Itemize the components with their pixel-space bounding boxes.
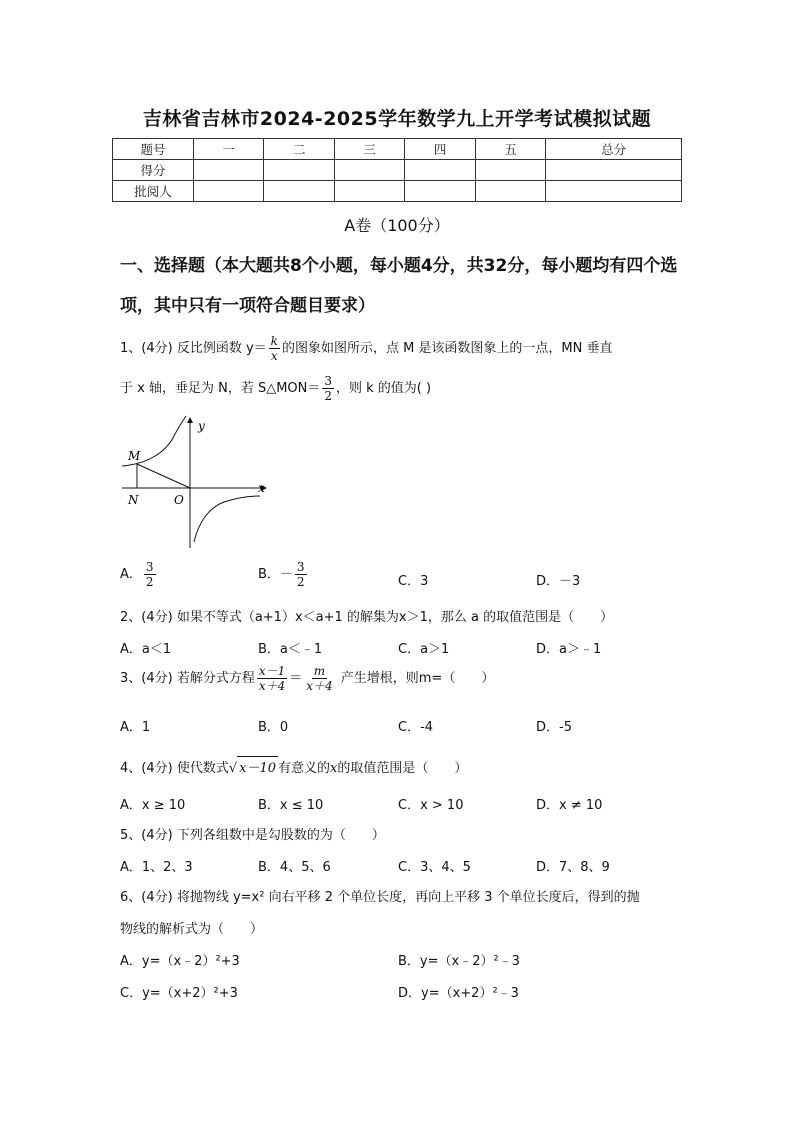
q6-option-d[interactable]: D．y=（x+2）²﹣3 bbox=[398, 986, 519, 1001]
option-label: B．－ bbox=[258, 567, 293, 582]
q1-text-b: 的图象如图所示，点 M 是该函数图象上的一点，MN 垂直 bbox=[281, 341, 613, 356]
score-row-label: 批阅人 bbox=[113, 181, 194, 202]
score-header-cell: 二 bbox=[264, 139, 334, 160]
question-1-line-1 bbox=[120, 334, 613, 363]
question-6-line-1: 6、(4分) 将抛物线 y=x² 向右平移 2 个单位长度，再向上平移 3 个单位长度后，得到的抛 bbox=[120, 890, 640, 905]
q3-option-b[interactable]: B．0 bbox=[258, 720, 289, 735]
hyperbola-branch-right bbox=[194, 496, 260, 542]
q1-text-c: 于 x 轴，垂足为 N，若 S△MON＝ bbox=[120, 381, 321, 396]
q1-option-b[interactable] bbox=[258, 560, 309, 589]
q1-text-a: 1、(4分) 反比例函数 y＝ bbox=[120, 341, 267, 356]
q4-text-a: 4、(4分) 使代数式 bbox=[120, 761, 229, 776]
q4-option-d[interactable]: D．x ≠ 10 bbox=[536, 798, 603, 813]
section-heading: 一、选择题（本大题共8个小题，每小题4分，共32分，每小题均有四个选项，其中只有一项符合题目要求） bbox=[120, 256, 678, 316]
q2-option-d[interactable]: D．a＞﹣1 bbox=[536, 642, 602, 657]
q2-option-b[interactable]: B．a＜﹣1 bbox=[258, 642, 323, 657]
segment-mo bbox=[137, 464, 190, 488]
q6-option-b[interactable]: B．y=（x﹣2）²﹣3 bbox=[398, 954, 520, 969]
score-header-cell: 一 bbox=[194, 139, 264, 160]
q1-fraction bbox=[269, 334, 280, 363]
score-cell bbox=[334, 181, 404, 202]
q2-option-c[interactable]: C．a＞1 bbox=[398, 642, 450, 657]
q4-text-c: 的取值范围是（ ） bbox=[337, 761, 468, 776]
q4-option-b[interactable]: B．x ≤ 10 bbox=[258, 798, 324, 813]
frac-den: 2 bbox=[145, 575, 154, 589]
q4-text-b: 有意义的 bbox=[278, 761, 331, 776]
q5-option-a[interactable]: A．1、2、3 bbox=[120, 860, 193, 875]
q1-frac2-den: 2 bbox=[324, 389, 333, 403]
q3-fraction-2 bbox=[304, 664, 334, 693]
frac-den: 2 bbox=[296, 575, 305, 589]
sqrt-sign: √ bbox=[228, 761, 238, 776]
page-title: 吉林省吉林市2024-2025学年数学九上开学考试模拟试题 bbox=[142, 108, 652, 130]
score-table-row bbox=[113, 181, 682, 202]
point-n-label: N bbox=[128, 493, 139, 507]
hyperbola-graph bbox=[118, 412, 278, 552]
q5-option-d[interactable]: D．7、8、9 bbox=[536, 860, 610, 875]
question-2: 2、(4分) 如果不等式（a+1）x＜a+1 的解集为x＞1，那么 a 的取值范围是（ ） bbox=[120, 610, 614, 625]
q3-fraction-1 bbox=[257, 664, 287, 693]
score-header-cell: 总分 bbox=[546, 139, 682, 160]
score-cell bbox=[194, 181, 264, 202]
q1-text-d: ，则 k 的值为( ) bbox=[336, 381, 432, 396]
q1-option-d[interactable]: D．－3 bbox=[536, 574, 581, 589]
x-axis-label: x bbox=[258, 481, 265, 495]
score-cell bbox=[475, 160, 545, 181]
y-axis-label: y bbox=[198, 419, 205, 433]
score-table bbox=[112, 138, 682, 202]
frac-den: x＋4 bbox=[306, 679, 333, 693]
q4-variable: x bbox=[330, 761, 338, 776]
q5-option-c[interactable]: C．3、4、5 bbox=[398, 860, 471, 875]
q1-fraction-2 bbox=[322, 374, 334, 403]
score-header-cell: 四 bbox=[405, 139, 475, 160]
score-cell bbox=[405, 160, 475, 181]
q1-option-a[interactable] bbox=[120, 560, 158, 589]
frac-num: 3 bbox=[145, 560, 154, 574]
point-m-label: M bbox=[128, 449, 141, 463]
score-header-cell: 题号 bbox=[113, 139, 194, 160]
q3-option-d[interactable]: D．-5 bbox=[536, 720, 572, 735]
q3-text-a: 3、(4分) 若解分式方程 bbox=[120, 671, 255, 686]
score-row-label: 得分 bbox=[113, 160, 194, 181]
question-4 bbox=[120, 756, 467, 776]
q3-option-a[interactable]: A．1 bbox=[120, 720, 151, 735]
frac-num: 3 bbox=[296, 560, 305, 574]
q2-option-a[interactable]: A．a＜1 bbox=[120, 642, 172, 657]
q6-option-c[interactable]: C．y=（x+2）²+3 bbox=[120, 986, 238, 1001]
q3-text-b: 产生增根，则m=（ ） bbox=[336, 671, 495, 686]
option-a-fraction bbox=[144, 560, 156, 589]
score-header-cell: 五 bbox=[475, 139, 545, 160]
q4-radicand: x－10 bbox=[237, 756, 278, 776]
q4-option-c[interactable]: C．x > 10 bbox=[398, 798, 464, 813]
q4-option-a[interactable]: A．x ≥ 10 bbox=[120, 798, 186, 813]
score-cell bbox=[546, 160, 682, 181]
q1-option-c[interactable]: C．3 bbox=[398, 574, 429, 589]
question-5: 5、(4分) 下列各组数中是勾股数的为（ ） bbox=[120, 828, 385, 843]
score-cell bbox=[475, 181, 545, 202]
score-table-row bbox=[113, 160, 682, 181]
frac-num: m bbox=[313, 664, 326, 678]
q1-frac2-num: 3 bbox=[324, 374, 333, 388]
q1-frac-den: x bbox=[270, 349, 278, 363]
option-b-fraction bbox=[295, 560, 307, 589]
score-cell bbox=[546, 181, 682, 202]
question-6-line-2: 物线的解析式为（ ） bbox=[120, 922, 264, 937]
frac-den: x＋4 bbox=[258, 679, 286, 693]
q3-equals: ＝ bbox=[289, 671, 303, 686]
option-label: A． bbox=[120, 567, 142, 582]
question-1-line-2 bbox=[120, 374, 431, 403]
score-table-header-row bbox=[113, 139, 682, 160]
origin-label: O bbox=[174, 493, 184, 507]
score-cell bbox=[264, 181, 334, 202]
score-cell bbox=[334, 160, 404, 181]
q1-frac-num: k bbox=[270, 334, 278, 348]
score-cell bbox=[405, 181, 475, 202]
question-3 bbox=[120, 664, 494, 693]
q3-option-c[interactable]: C．-4 bbox=[398, 720, 434, 735]
score-cell bbox=[264, 160, 334, 181]
score-header-cell: 三 bbox=[334, 139, 404, 160]
q6-option-a[interactable]: A．y=（x﹣2）²+3 bbox=[120, 954, 240, 969]
q5-option-b[interactable]: B．4、5、6 bbox=[258, 860, 331, 875]
frac-num: x－1 bbox=[258, 664, 286, 678]
score-cell bbox=[194, 160, 264, 181]
volume-heading: A卷（100分） bbox=[344, 216, 450, 235]
